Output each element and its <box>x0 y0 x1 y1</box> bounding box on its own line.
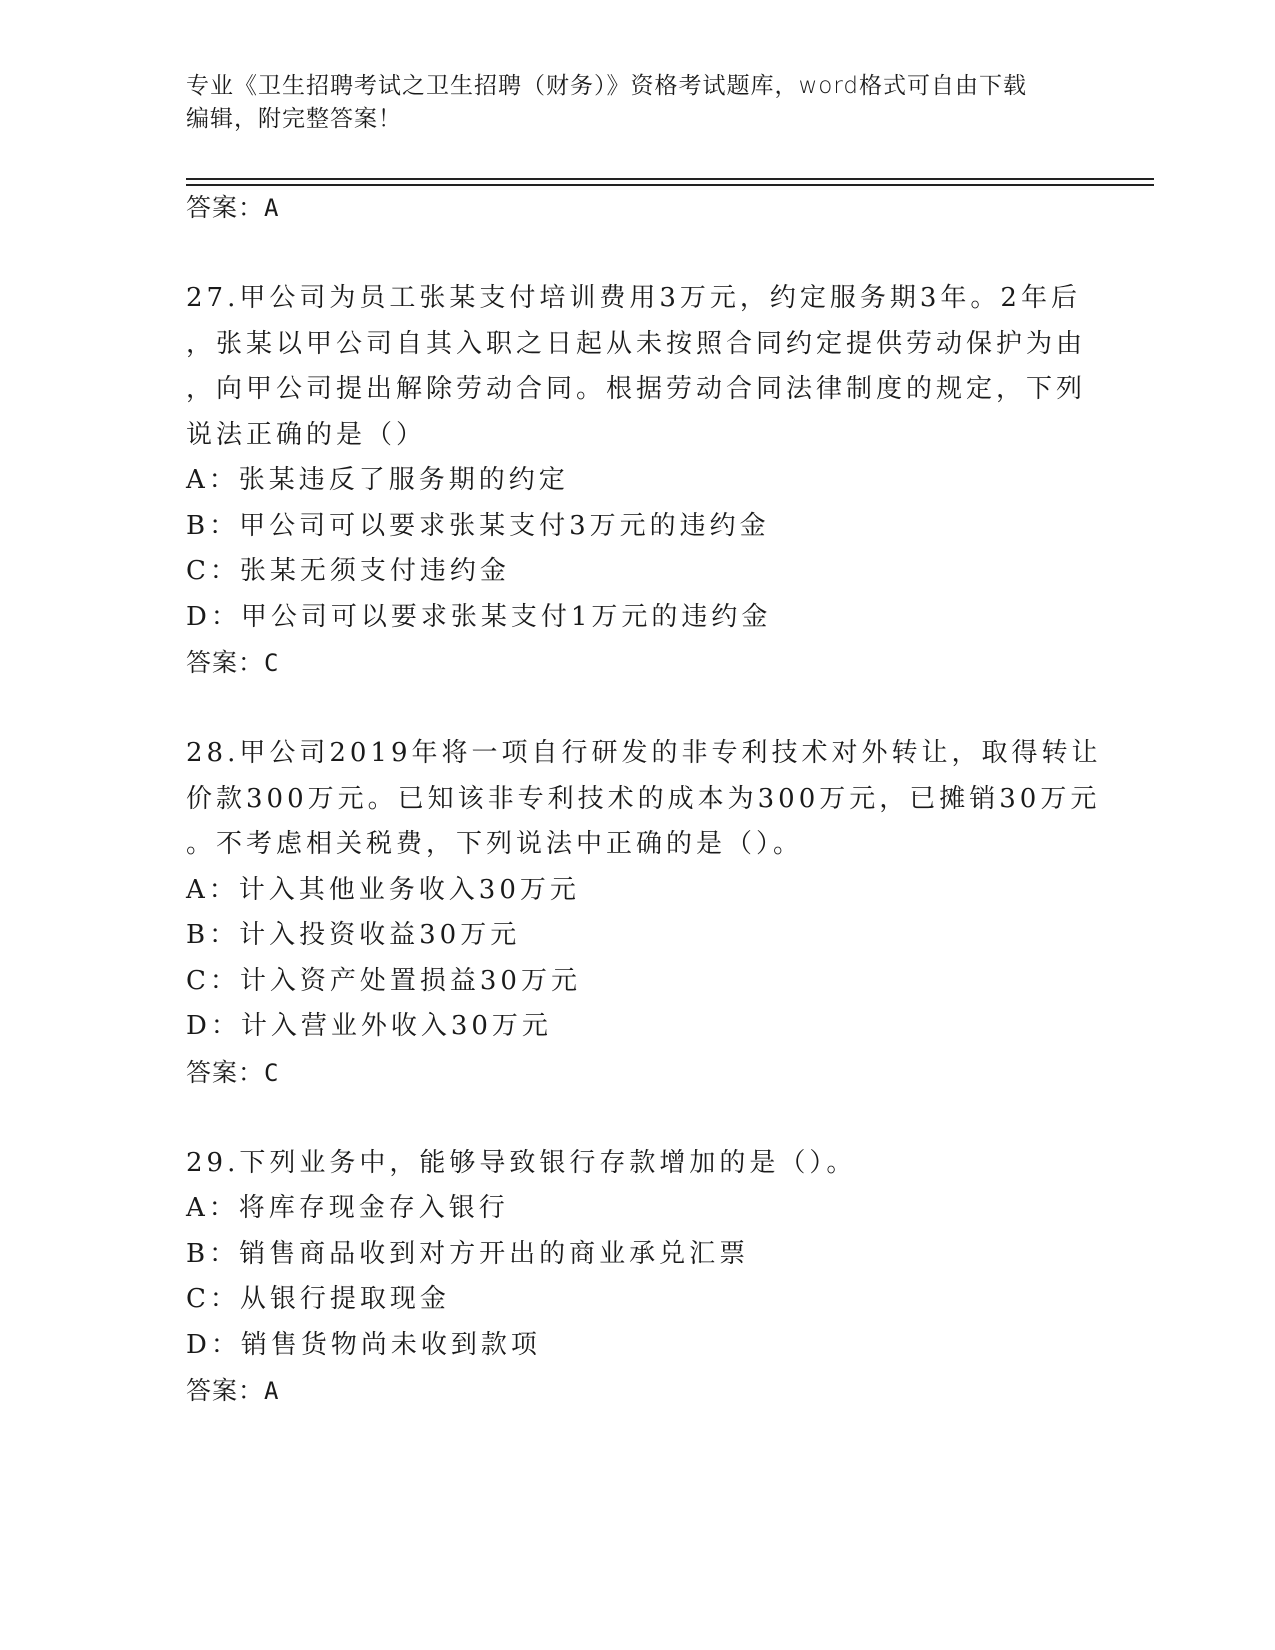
option-d: D：甲公司可以要求张某支付1万元的违约金 <box>186 601 772 632</box>
question-text-line: 28.甲公司2019年将一项自行研发的非专利技术对外转让，取得转让 <box>186 738 1102 768</box>
header-line-2: 编辑，附完整答案！ <box>186 106 402 132</box>
option-c: C：计入资产处置损益30万元 <box>186 965 581 996</box>
option-b: B：计入投资收益30万元 <box>186 920 521 950</box>
question-list <box>186 185 1102 1414</box>
answer-previous <box>186 185 1086 231</box>
option-d: D：销售货物尚未收到款项 <box>186 1329 541 1360</box>
question-text-line: 说法正确的是（） <box>186 419 427 450</box>
question-text-line: 27.甲公司为员工张某支付培训费用3万元，约定服务期3年。2年后 <box>186 283 1081 313</box>
answer-27 <box>186 640 1086 686</box>
question-28 <box>186 731 1102 1096</box>
question-text-line: 29.下列业务中，能够导致银行存款增加的是（）。 <box>186 1147 857 1178</box>
spacer <box>186 231 1086 276</box>
question-text-line: 。不考虑相关税费，下列说法中正确的是（）。 <box>186 829 804 859</box>
option-a: A：计入其他业务收入30万元 <box>186 874 580 905</box>
option-b: B：销售商品收到对方开出的商业承兑汇票 <box>186 1238 750 1269</box>
option-c: C：张某无须支付违约金 <box>186 556 510 586</box>
question-text-line: ，张某以甲公司自其入职之日起从未按照合同约定提供劳动保护为由 <box>186 328 1087 359</box>
document-header <box>186 70 1076 136</box>
answer-29 <box>186 1368 1086 1414</box>
option-a: A：将库存现金存入银行 <box>186 1193 509 1223</box>
spacer <box>186 1096 1086 1141</box>
answer-value: C <box>264 1058 280 1087</box>
answer-value: A <box>264 194 280 222</box>
answer-label: 答案： <box>186 1057 265 1087</box>
answer-label: 答案： <box>186 648 265 677</box>
option-d: D：计入营业外收入30万元 <box>186 1011 552 1041</box>
option-b: B：甲公司可以要求张某支付3万元的违约金 <box>186 510 770 541</box>
answer-28 <box>186 1050 1086 1096</box>
option-c: C：从银行提取现金 <box>186 1284 450 1314</box>
question-27 <box>186 276 1086 686</box>
answer-value: A <box>264 1377 280 1405</box>
answer-label: 答案： <box>186 193 265 222</box>
option-a: A：张某违反了服务期的约定 <box>186 465 569 495</box>
answer-label: 答案： <box>186 1376 265 1405</box>
answer-value: C <box>264 649 280 677</box>
header-line-1: 专业《卫生招聘考试之卫生招聘（财务）》资格考试题库，word格式可自由下载 <box>186 73 1028 99</box>
question-text-line: ，向甲公司提出解除劳动合同。根据劳动合同法律制度的规定，下列 <box>186 374 1087 404</box>
spacer <box>186 686 1086 731</box>
question-29 <box>186 1141 1086 1415</box>
question-text-line: 价款300万元。已知该非专利技术的成本为300万元，已摊销30万元 <box>186 783 1101 814</box>
header-divider-top <box>186 178 1154 180</box>
